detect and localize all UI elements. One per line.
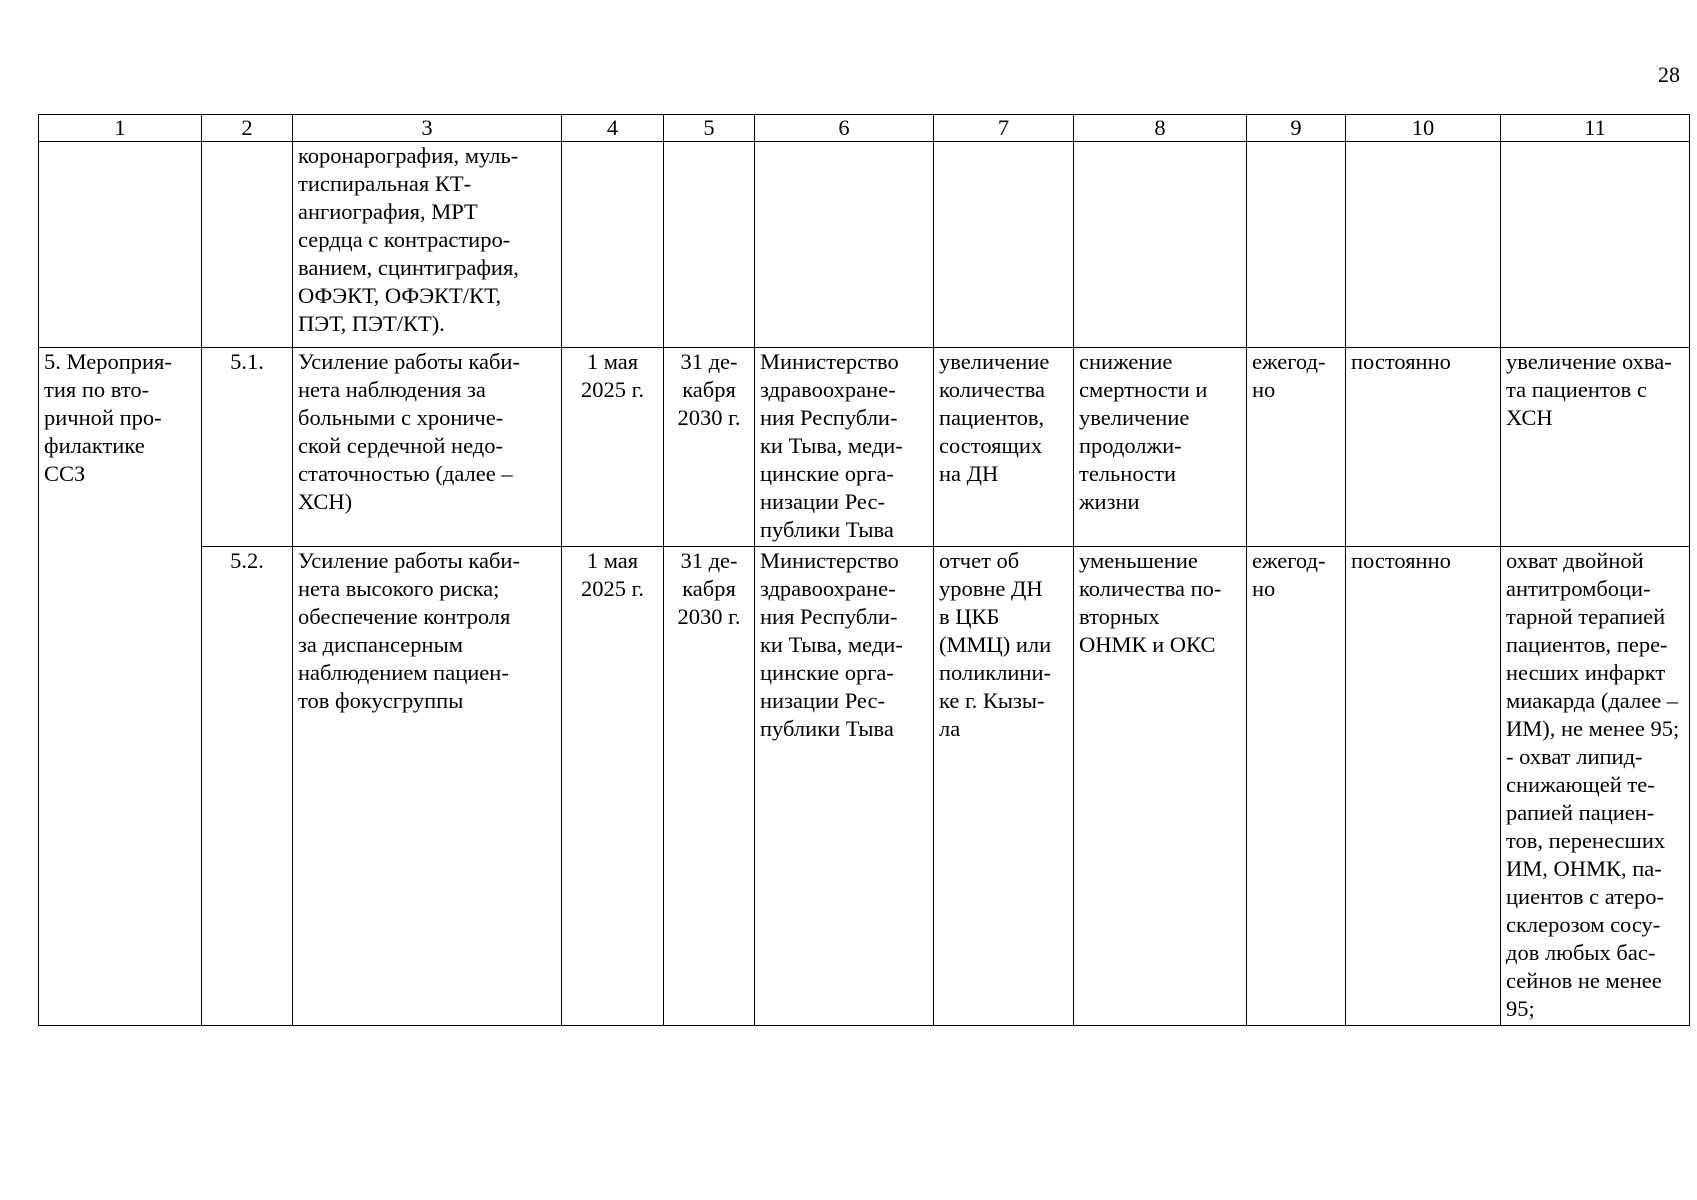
header-col-4: 4 xyxy=(562,115,664,142)
row-activity: Усиление работы каби- нета наблюдения за больными с хрониче- ской сердечной недо- статочностью (далее – ХСН) xyxy=(293,348,562,547)
row-start-date: 1 мая 2025 г. xyxy=(562,547,664,1026)
row-number: 5.2. xyxy=(202,547,293,1026)
header-col-8: 8 xyxy=(1074,115,1247,142)
row-frequency: ежегод- но xyxy=(1247,348,1346,547)
table-row xyxy=(39,547,1690,1026)
row-indicator: охват двойной антитромбоци- тарной терапией пациентов, пере- несших инфаркт миакарда (далее – ИМ), не менее 95; - охват липид- снижающей те- рапией пациен- тов, перенесших ИМ, ОНМК, па- циентов с атеро- склерозом сосу- дов любых бас- сейнов не менее 95; xyxy=(1501,547,1690,1026)
cont-cell-8 xyxy=(1074,142,1247,348)
header-col-3: 3 xyxy=(293,115,562,142)
header-col-9: 9 xyxy=(1247,115,1346,142)
cont-cell-10 xyxy=(1346,142,1501,348)
row-result: отчет об уровне ДН в ЦКБ (ММЦ) или поликлини- ке г. Кызы- ла xyxy=(934,547,1074,1026)
cont-cell-5 xyxy=(664,142,755,348)
cont-activity: коронарография, муль- тиспиральная КТ- ангиография, МРТ сердца с контрастиро- ванием, сцинтиграфия, ОФЭКТ, ОФЭКТ/КТ, ПЭТ, ПЭТ/КТ). xyxy=(293,142,562,348)
row-number: 5.1. xyxy=(202,348,293,547)
cont-cell-7 xyxy=(934,142,1074,348)
measures-table xyxy=(38,114,1690,1026)
cont-cell-2 xyxy=(202,142,293,348)
header-col-1: 1 xyxy=(39,115,202,142)
row-activity: Усиление работы каби- нета высокого риска; обеспечение контроля за диспансерным наблюдением пациен- тов фокусгруппы xyxy=(293,547,562,1026)
row-period: постоянно xyxy=(1346,547,1501,1026)
cont-cell-11 xyxy=(1501,142,1690,348)
header-col-2: 2 xyxy=(202,115,293,142)
header-col-7: 7 xyxy=(934,115,1074,142)
cont-cell-1 xyxy=(39,142,202,348)
row-frequency: ежегод- но xyxy=(1247,547,1346,1026)
cont-cell-6 xyxy=(755,142,934,348)
header-col-11: 11 xyxy=(1501,115,1690,142)
continuation-row xyxy=(39,142,1690,348)
row-period: постоянно xyxy=(1346,348,1501,547)
header-col-5: 5 xyxy=(664,115,755,142)
row-result: увеличение количества пациентов, состоящих на ДН xyxy=(934,348,1074,547)
header-row xyxy=(39,115,1690,142)
cont-cell-9 xyxy=(1247,142,1346,348)
row-start-date: 1 мая 2025 г. xyxy=(562,348,664,547)
row-end-date: 31 де- кабря 2030 г. xyxy=(664,348,755,547)
header-col-10: 10 xyxy=(1346,115,1501,142)
row-indicator: увеличение охва- та пациентов с ХСН xyxy=(1501,348,1690,547)
section-title: 5. Мероприя- тия по вто- ричной про- филактике ССЗ xyxy=(39,348,202,1026)
cont-cell-4 xyxy=(562,142,664,348)
table-row xyxy=(39,348,1690,547)
page-number: 28 xyxy=(1658,62,1680,87)
row-goal: снижение смертности и увеличение продолжи- тельности жизни xyxy=(1074,348,1247,547)
row-responsible: Министерство здравоохране- ния Республи- ки Тыва, меди- цинские орга- низации Рес- публики Тыва xyxy=(755,547,934,1026)
row-goal: уменьшение количества по- вторных ОНМК и ОКС xyxy=(1074,547,1247,1026)
row-responsible: Министерство здравоохране- ния Республи- ки Тыва, меди- цинские орга- низации Рес- публики Тыва xyxy=(755,348,934,547)
row-end-date: 31 де- кабря 2030 г. xyxy=(664,547,755,1026)
header-col-6: 6 xyxy=(755,115,934,142)
